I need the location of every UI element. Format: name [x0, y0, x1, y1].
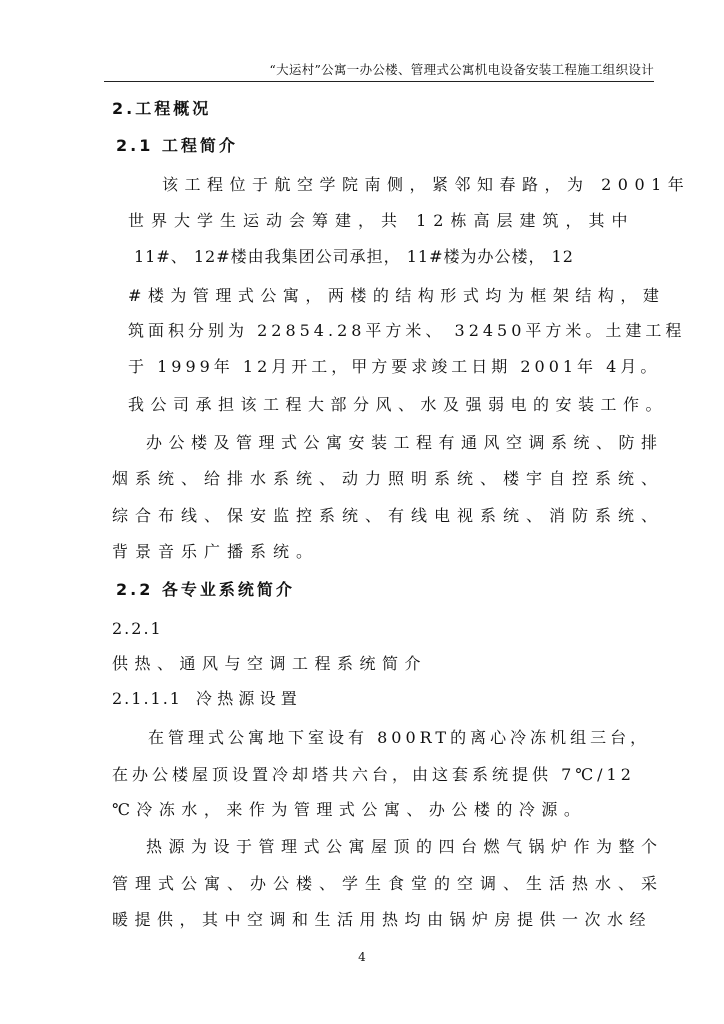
- paragraph-line: 综合布线、保安监控系统、有线电视系统、消防系统、: [112, 506, 665, 525]
- paragraph-line: 烟系统、给排水系统、动力照明系统、楼宇自控系统、: [112, 469, 665, 488]
- paragraph-line: ℃冷冻水，来作为管理式公寓、办公楼的冷源。: [112, 800, 587, 819]
- subsection-number: 2.2.1: [112, 619, 163, 638]
- section-heading-2-1: 2.1 工程简介: [116, 136, 238, 155]
- paragraph-line: 在办公楼屋顶设置冷却塔共六台，由这套系统提供 7℃/12: [112, 765, 635, 784]
- section-heading-2: 2.工程概况: [112, 99, 212, 118]
- paragraph-line: 背景音乐广播系统。: [112, 542, 320, 561]
- paragraph-line: 管理式公寓、办公楼、学生食堂的空调、生活热水、采: [112, 874, 665, 893]
- paragraph-line: 该工程位于航空学院南侧，紧邻知春路，为 2001年: [162, 175, 691, 194]
- paragraph-line: 我公司承担该工程大部分风、水及强弱电的安装工作。: [128, 395, 669, 414]
- paragraph-line: #楼为管理式公寓，两楼的结构形式均为框架结构，建: [128, 286, 666, 305]
- paragraph-line: 热源为设于管理式公寓屋顶的四台燃气锅炉作为整个: [146, 837, 664, 856]
- paragraph-line: 在管理式公寓地下室设有 800RT的离心冷冻机组三台，: [148, 728, 651, 747]
- paragraph-line: 于 1999年 12月开工，甲方要求竣工日期 2001年 4月。: [128, 357, 661, 376]
- paragraph-line: 世界大学生运动会筹建，共 12栋高层建筑，其中: [128, 211, 635, 230]
- subsubsection-title: 冷热源设置: [196, 689, 303, 708]
- subsection-title: 供热、通风与空调工程系统简介: [112, 654, 428, 673]
- page-number: 4: [358, 950, 366, 964]
- paragraph-line: 办公楼及管理式公寓安装工程有通风空调系统、防排: [146, 433, 664, 452]
- paragraph-line: 筑面积分别为 22854.28平方米、 32450平方米。土建工程: [128, 321, 686, 340]
- paragraph-line: 11#、 12#楼由我集团公司承担， 11#楼为办公楼， 12: [134, 247, 574, 266]
- subsubsection-number: 2.1.1.1: [112, 689, 182, 708]
- section-heading-2-2: 2.2 各专业系统简介: [116, 580, 295, 599]
- paragraph-line: 暖提供，其中空调和生活用热均由锅炉房提供一次水经: [112, 910, 653, 929]
- header-divider: [104, 81, 654, 82]
- running-header: “大运村”公寓一办公楼、管理式公寓机电设备安装工程施工组织设计: [269, 62, 654, 77]
